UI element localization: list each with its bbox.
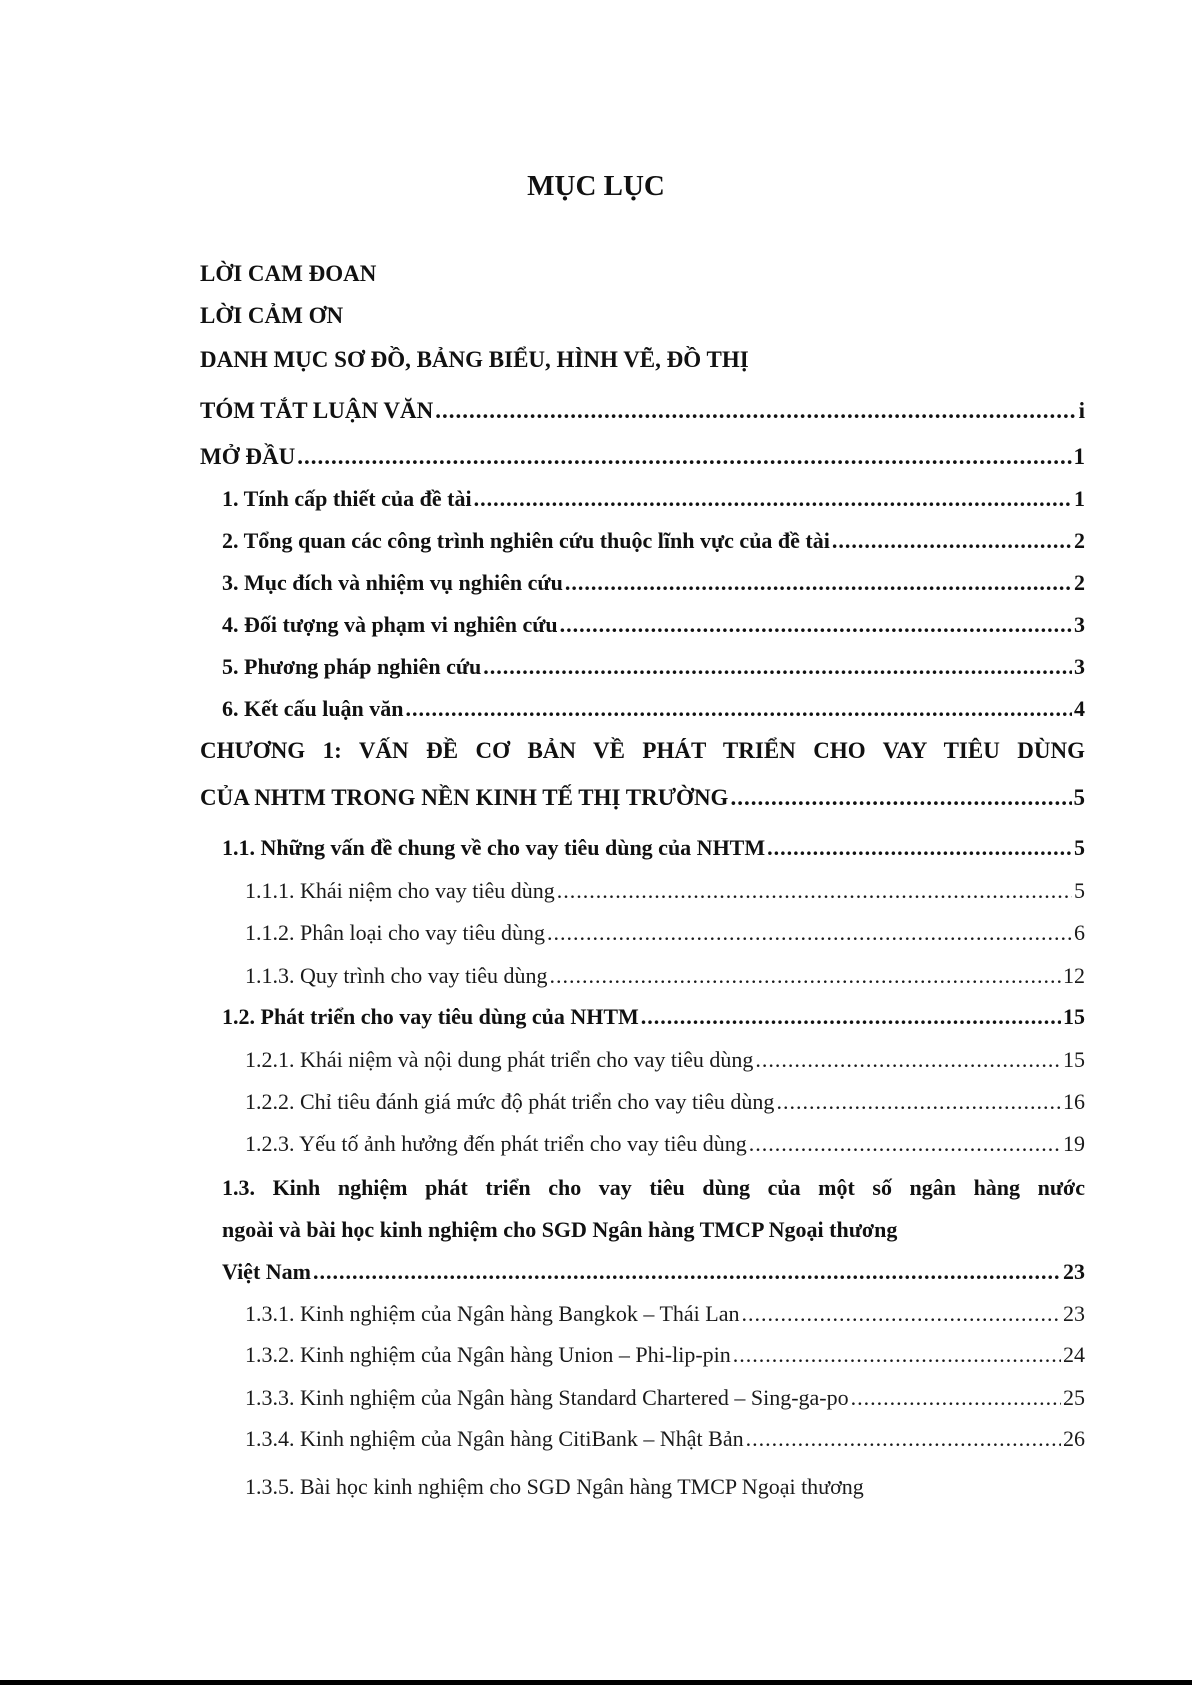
dot-leader: [406, 692, 1072, 726]
dot-leader: [767, 831, 1072, 865]
toc-entry: [245, 1085, 1085, 1119]
toc-entry-text: 1.2.1. Khái niệm và nội dung phát triển cho vay tiêu dùng: [245, 1047, 754, 1072]
toc-entry-text: LỜI CAM ĐOAN: [200, 261, 377, 286]
page-title: MỤC LỤC: [527, 170, 665, 202]
toc-page-number: 3: [1074, 654, 1085, 679]
toc-entry: [245, 1297, 1085, 1331]
toc-page-number: 12: [1063, 963, 1085, 988]
toc-page-number: 19: [1063, 1131, 1085, 1156]
toc-entry-text: 1.1. Những vấn đề chung về cho vay tiêu dùng của NHTM: [222, 835, 766, 860]
toc-entry-text: 2. Tổng quan các công trình nghiên cứu thuộc lĩnh vực của đề tài: [222, 528, 830, 553]
toc-page-number: 26: [1063, 1426, 1085, 1451]
toc-entry-text: 5. Phương pháp nghiên cứu: [222, 654, 482, 679]
toc-entry: [245, 1338, 1085, 1372]
toc-entry-text: 6. Kết cấu luận văn: [222, 696, 404, 721]
toc-entry: [245, 959, 1085, 993]
toc-entry: [245, 1422, 1085, 1456]
dot-leader: [557, 874, 1072, 908]
dot-leader: [435, 394, 1076, 428]
toc-entry-text: DANH MỤC SƠ ĐỒ, BẢNG BIỂU, HÌNH VẼ, ĐỒ THỊ: [200, 347, 749, 372]
toc-page-number: 6: [1074, 920, 1085, 945]
dot-leader: [483, 650, 1072, 684]
toc-entry: [222, 482, 1085, 516]
toc-entry: [222, 608, 1085, 642]
toc-page-number: 5: [1074, 878, 1085, 903]
toc-entry-text: 1.2.2. Chỉ tiêu đánh giá mức độ phát triển cho vay tiêu dùng: [245, 1089, 775, 1114]
toc-entry: [222, 1000, 1085, 1034]
toc-entry: [200, 440, 1085, 474]
toc-entry: [222, 566, 1085, 600]
toc-entry-text: 1.2. Phát triển cho vay tiêu dùng của NHTM: [222, 1004, 639, 1029]
dot-leader: [565, 566, 1072, 600]
toc-entry-text: CỦA NHTM TRONG NỀN KINH TẾ THỊ TRƯỜNG: [200, 785, 729, 810]
scan-edge-bar: [0, 1680, 1192, 1685]
toc-page-number: 3: [1074, 612, 1085, 637]
toc-entry-text: 1.3.1. Kinh nghiệm của Ngân hàng Bangkok – Thái Lan: [245, 1301, 740, 1326]
toc-entry-text: 1.1.3. Quy trình cho vay tiêu dùng: [245, 963, 548, 988]
dot-leader: [730, 781, 1071, 815]
toc-entry: [245, 1381, 1085, 1415]
toc-entry: [222, 831, 1085, 865]
toc-page-number: 16: [1063, 1089, 1085, 1114]
toc-page-number: 5: [1073, 785, 1085, 810]
toc-entry: [222, 692, 1085, 726]
dot-leader: [549, 959, 1061, 993]
toc-entry: [200, 394, 1085, 428]
toc-entry-text: 1.3.5. Bài học kinh nghiệm cho SGD Ngân hàng TMCP Ngoại thương: [245, 1474, 864, 1499]
dot-leader: [733, 1338, 1061, 1372]
dot-leader: [851, 1381, 1061, 1415]
section-heading-line-1: 1.3. Kinh nghiệm phát triển cho vay tiêu dùng của một số ngân hàng nước: [222, 1175, 1085, 1200]
toc-page-number: 25: [1063, 1385, 1085, 1410]
chapter-heading-line-1: CHƯƠNG 1: VẤN ĐỀ CƠ BẢN VỀ PHÁT TRIỂN CHO VAY TIÊU DÙNG: [200, 738, 1085, 763]
dot-leader: [560, 608, 1072, 642]
toc-entry-text: 1.3.4. Kinh nghiệm của Ngân hàng CitiBank – Nhật Bản: [245, 1426, 744, 1451]
dot-leader: [832, 524, 1072, 558]
dot-leader: [641, 1000, 1061, 1034]
toc-entry: [245, 1043, 1085, 1077]
dot-leader: [749, 1127, 1061, 1161]
dot-leader: [297, 440, 1071, 474]
toc-entry-text: LỜI CẢM ƠN: [200, 303, 344, 328]
toc-page-number: 1: [1074, 486, 1085, 511]
toc-entry-text: 1. Tính cấp thiết của đề tài: [222, 486, 472, 511]
toc-page-number: 15: [1063, 1047, 1085, 1072]
section-heading-line-2: [222, 1213, 1085, 1247]
dot-leader: [313, 1255, 1061, 1289]
dot-leader: [755, 1043, 1061, 1077]
dot-leader: [746, 1422, 1061, 1456]
toc-entry-text: Việt Nam: [222, 1259, 311, 1284]
toc-entry: [222, 524, 1085, 558]
toc-entry: [200, 257, 1085, 291]
toc-page-number: 1: [1073, 444, 1085, 469]
toc-entry-text: 1.3.3. Kinh nghiệm của Ngân hàng Standard Chartered – Sing-ga-po: [245, 1385, 849, 1410]
toc-entry-text: MỞ ĐẦU: [200, 444, 296, 469]
toc-entry-text: 1.2.3. Yếu tố ảnh hưởng đến phát triển cho vay tiêu dùng: [245, 1131, 747, 1156]
toc-entry: [245, 874, 1085, 908]
toc-entry-text: 1.1.1. Khái niệm cho vay tiêu dùng: [245, 878, 555, 903]
toc-page-number: 4: [1074, 696, 1085, 721]
dot-leader: [742, 1297, 1062, 1331]
toc-entry: [222, 1255, 1085, 1289]
toc-page-number: i: [1078, 398, 1085, 423]
toc-page-number: 15: [1063, 1004, 1085, 1029]
toc-entry: [200, 781, 1085, 815]
toc-entry: [200, 299, 1085, 333]
toc-page-number: 2: [1074, 528, 1085, 553]
toc-entry: [245, 1470, 1085, 1504]
toc-entry-text: 4. Đối tượng và phạm vi nghiên cứu: [222, 612, 558, 637]
dot-leader: [776, 1085, 1061, 1119]
toc-page-number: 23: [1063, 1301, 1085, 1326]
toc-entry-text: 1.1.2. Phân loại cho vay tiêu dùng: [245, 920, 546, 945]
toc-page-number: 24: [1063, 1342, 1085, 1367]
toc-entry-text: ngoài và bài học kinh nghiệm cho SGD Ngân hàng TMCP Ngoại thương: [222, 1217, 898, 1242]
toc-entry: [245, 1127, 1085, 1161]
toc-page-number: 5: [1074, 835, 1085, 860]
toc-entry-text: 1.3.2. Kinh nghiệm của Ngân hàng Union – Phi-lip-pin: [245, 1342, 731, 1367]
toc-entry-text: 3. Mục đích và nhiệm vụ nghiên cứu: [222, 570, 563, 595]
toc-entry-text: TÓM TẮT LUẬN VĂN: [200, 398, 434, 423]
dot-leader: [474, 482, 1072, 516]
toc-page-number: 23: [1063, 1259, 1085, 1284]
toc-page-number: 2: [1074, 570, 1085, 595]
toc-entry: [245, 916, 1085, 950]
dot-leader: [547, 916, 1072, 950]
toc-entry: [200, 343, 1085, 377]
toc-entry: [222, 650, 1085, 684]
